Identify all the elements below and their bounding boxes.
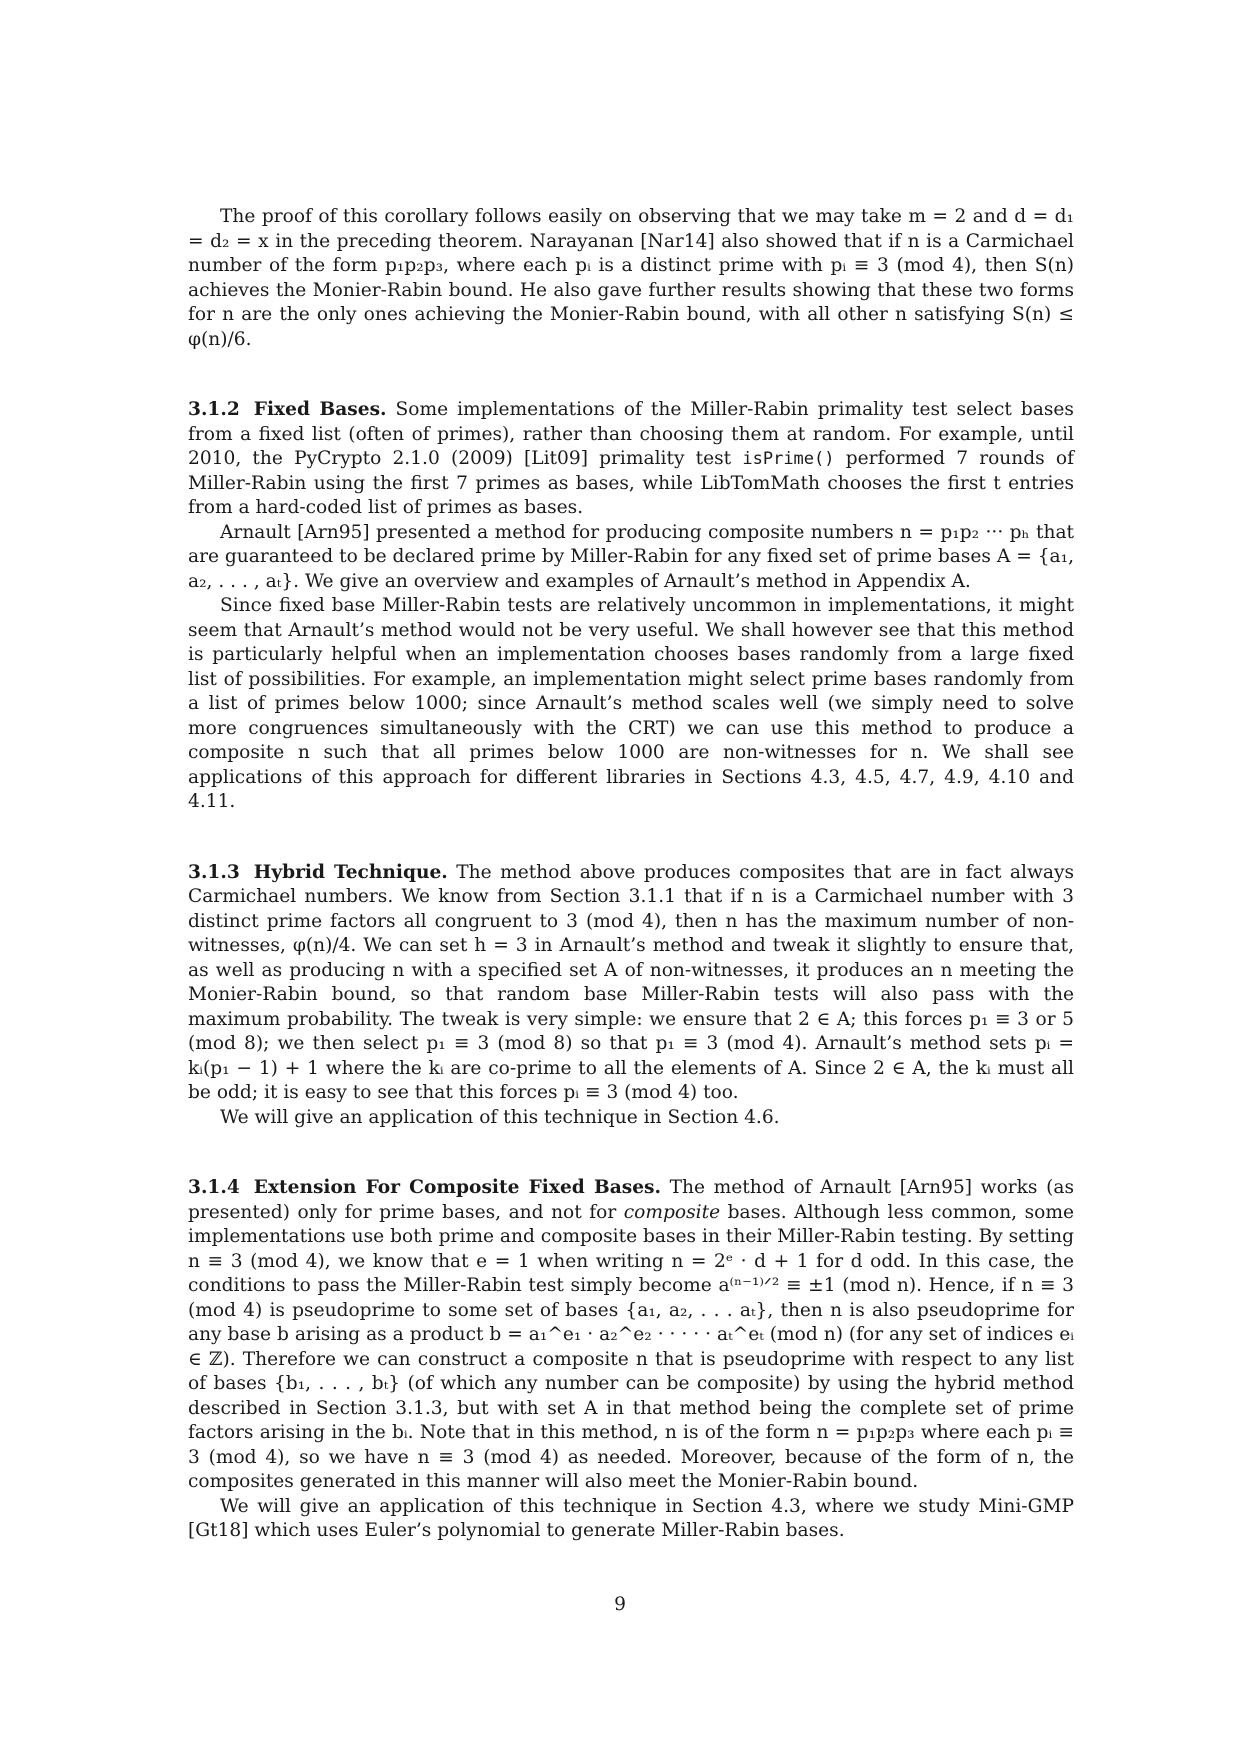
section-paragraph xyxy=(188,398,1074,521)
paragraph-text: bases. Although less common, some implementations use both prime and composite bases in their Miller-Rabin testing. By setting n ≡ 3 (mod 4), we know that e = 1 when writing n = 2ᵉ · d + 1 for d odd. In this case, the conditions to pass the Miller-Rabin test simply become a⁽ⁿ⁻¹⁾ᐟ² ≡ ±1 (mod n). Hence, if n ≡ 3 (mod 4) is pseudoprime to some set of bases {a₁, a₂, . . . aₜ}, then n is also pseudoprime for any base b arising as a product b = a₁^e₁ · a₂^e₂ · · · · · aₜ^eₜ (mod n) (for any set of indices eᵢ ∈ ℤ). Therefore we can construct a composite n that is pseudoprime with respect to any list of bases {b₁, . . . , bₜ} (of which any number can be composite) by using the hybrid method described in Section 3.1.3, but with set A in that method being the complete set of prime factors arising in the bᵢ. Note that in this method, n is of the form n = p₁p₂p₃ where each pᵢ ≡ 3 (mod 4), so we have n ≡ 3 (mod 4) as needed. Moreover, because of the form of n, the composites generated in this manner will also meet the Monier-Rabin bound. xyxy=(188,1201,1074,1492)
section-fixed-bases xyxy=(188,398,1074,815)
paragraph-text: The method above produces composites that are in fact always Carmichael numbers. We know from Section 3.1.1 that if n is a Carmichael number with 3 distinct prime factors all congruent to 3 (mod 4), then n has the maximum number of non-witnesses, φ(n)/4. We can set h = 3 in Arnault’s method and tweak it slightly to ensure that, as well as producing n with a specified set A of non-witnesses, it produces an n meeting the Monier-Rabin bound, so that random base Miller-Rabin tests will also pass with the maximum probability. The tweak is very simple: we ensure that 2 ∈ A; this forces p₁ ≡ 3 or 5 (mod 8); we then select p₁ ≡ 3 (mod 8) so that p₁ ≡ 3 (mod 4). Arnault’s method sets pᵢ = kᵢ(p₁ − 1) + 1 where the kᵢ are co-prime to all the elements of A. Since 2 ∈ A, the kᵢ must all be odd; it is easy to see that this forces pᵢ ≡ 3 (mod 4) too. xyxy=(188,861,1075,1103)
section-title: Extension For Composite Fixed Bases. xyxy=(253,1177,661,1198)
paragraph: We will give an application of this technique in Section 4.3, where we study Mini-GMP [Gt18] which uses Euler’s polynomial to generate Miller-Rabin bases. xyxy=(188,1495,1074,1541)
section-number: 3.1.2 xyxy=(188,399,240,420)
paragraph: Since fixed base Miller-Rabin tests are relatively uncommon in implementations, it might seem that Arnault’s method would not be very useful. We shall however see that this method is particularly helpful when an implementation chooses bases randomly from a large fixed list of possibilities. For example, an implementation might select prime bases randomly from a list of primes below 1000; since Arnault’s method scales well (we simply need to solve more congruences simultaneously with the CRT) we can use this method to produce a composite n such that all primes below 1000 are non-witnesses for n. We shall see applications of this approach for different libraries in Sections 4.3, 4.5, 4.7, 4.9, 4.10 and 4.11. xyxy=(188,595,1074,812)
section-hybrid-technique xyxy=(188,861,1074,1131)
section-title: Hybrid Technique. xyxy=(253,861,448,883)
intro-paragraph: The proof of this corollary follows easily on observing that we may take m = 2 and d = d₁ = d₂ = x in the preceding theorem. Narayanan [Nar14] also showed that if n is a Carmichael number of the form p₁p₂p₃, where each pᵢ is a distinct prime with pᵢ ≡ 3 (mod 4), then S(n) achieves the Monier-Rabin bound. He also gave further results showing that these two forms for n are the only ones achieving the Monier-Rabin bound, with all other n satisfying S(n) ≤ φ(n)/6. xyxy=(188,206,1074,350)
paragraph: Arnault [Arn95] presented a method for producing composite numbers n = p₁p₂ ··· pₕ that are guaranteed to be declared prime by Miller-Rabin for any fixed set of prime bases A = {a₁, a₂, . . . , aₜ}. We give an overview and examples of Arnault’s method in Appendix A. xyxy=(188,521,1074,592)
emphasis-text: composite xyxy=(623,1201,721,1223)
section-title: Fixed Bases. xyxy=(253,399,387,420)
section-composite-fixed-bases xyxy=(188,1176,1074,1544)
paragraph-text: Some implementations of the Miller-Rabin primality test select bases from a fixed list (often of primes), rather than choosing them at random. For example, until 2010, the PyCrypto 2.1.0 (2009) [Lit09] primality test xyxy=(188,399,1074,469)
section-paragraph xyxy=(188,861,1074,1106)
section-number: 3.1.3 xyxy=(188,861,240,883)
section-number: 3.1.4 xyxy=(188,1177,240,1198)
code-inline: isPrime() xyxy=(742,449,835,469)
section-paragraph xyxy=(188,1176,1074,1495)
paragraph-text: performed 7 rounds of Miller-Rabin using the first 7 primes as bases, while LibTomMath chooses the first t entries from a hard-coded list of primes as bases. xyxy=(188,448,1074,518)
page-number: 9 xyxy=(614,1594,626,1615)
page-body xyxy=(188,205,1074,1544)
paragraph-text: The method of Arnault [Arn95] works (as presented) only for prime bases, and not for xyxy=(188,1177,1074,1223)
paragraph: We will give an application of this technique in Section 4.6. xyxy=(220,1106,780,1128)
